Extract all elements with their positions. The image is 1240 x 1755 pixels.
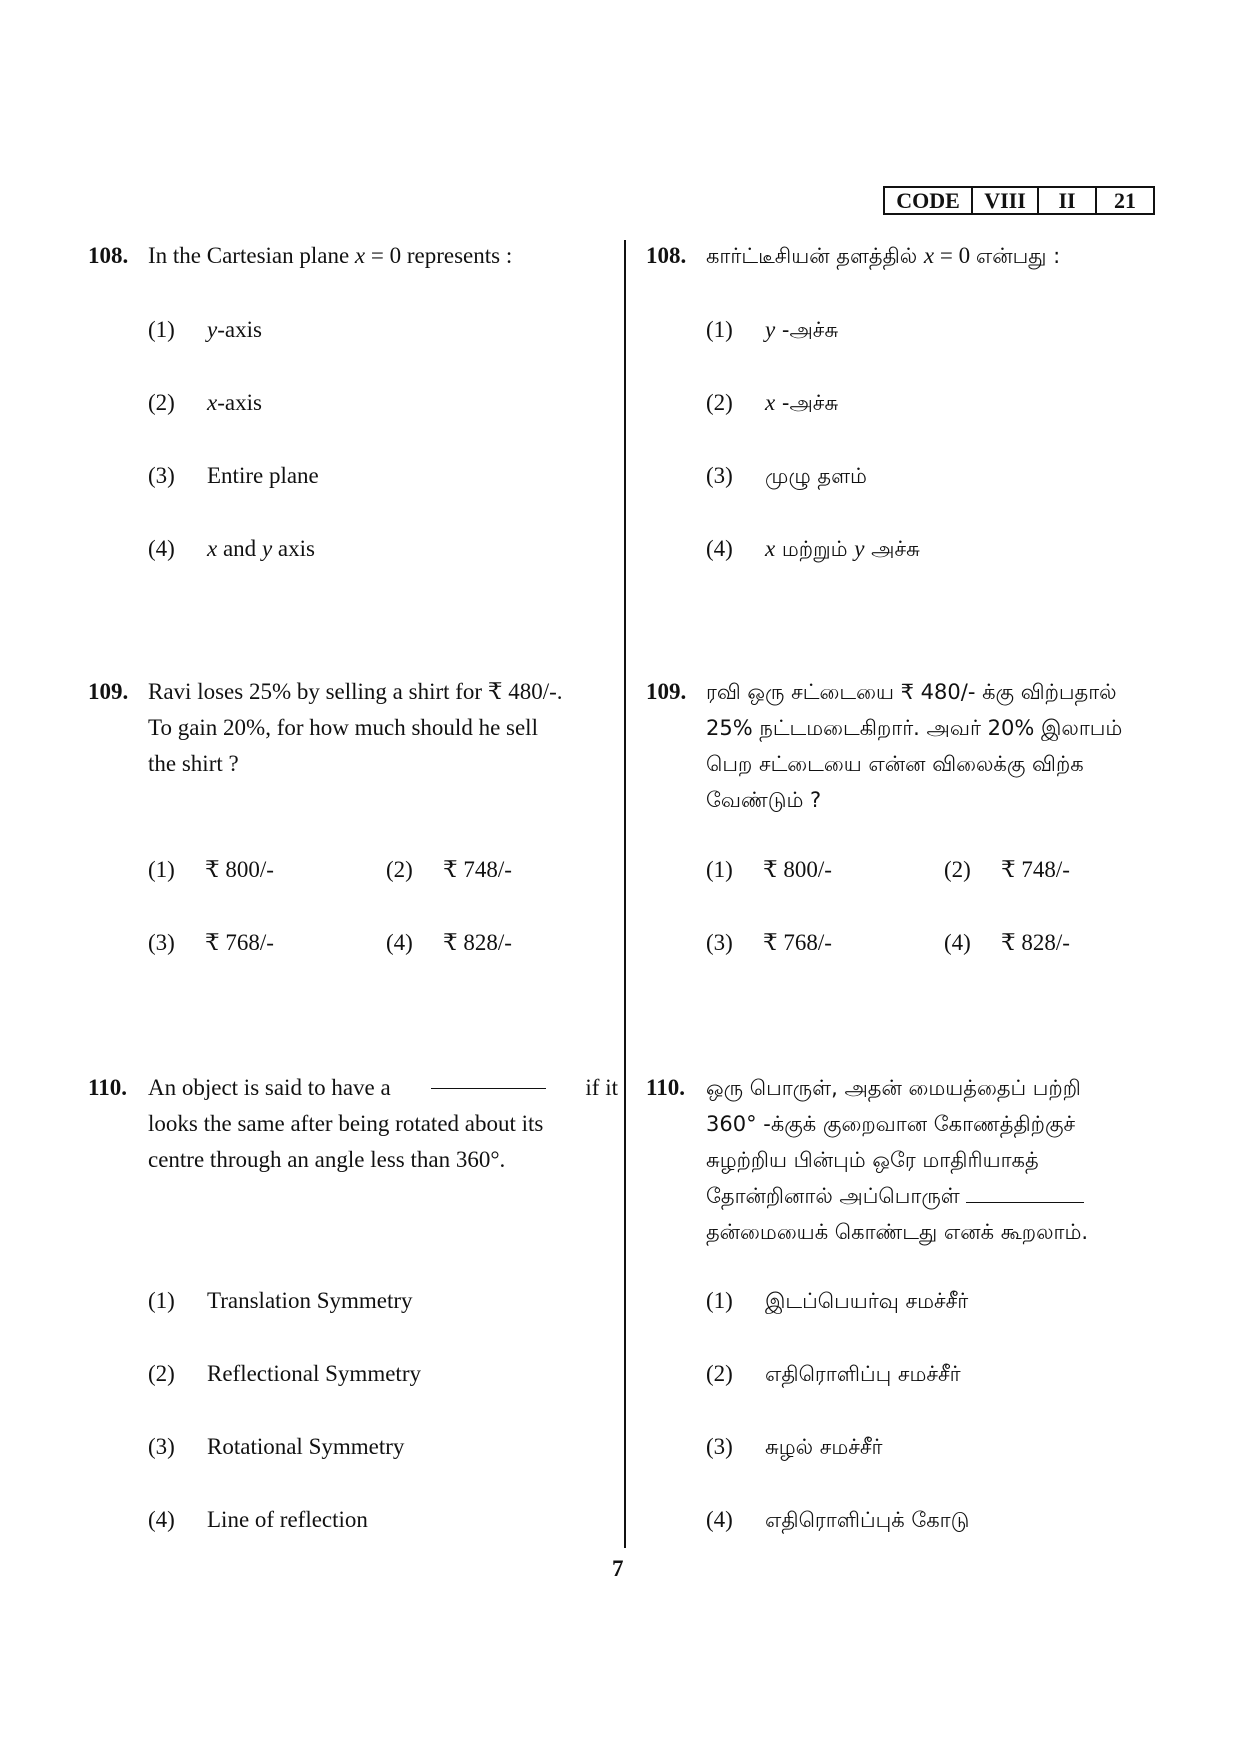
option-text: எதிரொளிப்புக் கோடு <box>765 1508 970 1532</box>
option-text-rest: -அச்சு <box>775 391 839 415</box>
question-109-ta <box>646 674 1166 824</box>
option-number: (2) <box>148 390 175 415</box>
question-text <box>706 238 1060 274</box>
option-number: (2) <box>386 857 413 882</box>
question-number: 110. <box>646 1075 685 1100</box>
option-text: ₹ 748/- <box>443 857 512 882</box>
question-line: the shirt ? <box>148 751 239 776</box>
code-number: 21 <box>1095 188 1153 213</box>
question-line: Ravi loses 25% by selling a shirt for ₹ 480/-. <box>148 679 563 704</box>
option-number: (3) <box>148 463 175 488</box>
question-109-en <box>88 674 618 784</box>
option-text: Entire plane <box>207 463 319 488</box>
option-text <box>207 312 262 348</box>
option-number: (4) <box>148 1507 175 1532</box>
option-var: x <box>765 536 776 561</box>
option-number: (1) <box>706 1288 733 1313</box>
question-line-1 <box>148 1070 618 1106</box>
question-text-post: = 0 represents : <box>365 243 513 268</box>
option-number: (1) <box>148 1288 175 1313</box>
question-line: ரவி ஒரு சட்டையை ₹ 480/- க்கு விற்பதால் <box>706 680 1117 704</box>
option-text: ₹ 768/- <box>205 930 274 955</box>
option-number: (2) <box>706 390 733 415</box>
option-number: (1) <box>148 317 175 342</box>
option-text: ₹ 800/- <box>763 857 832 882</box>
option-text <box>207 531 315 567</box>
question-text <box>148 674 618 782</box>
option-text: ₹ 748/- <box>1001 857 1070 882</box>
question-number: 109. <box>646 679 687 704</box>
question-line: centre through an angle less than 360°. <box>148 1147 506 1172</box>
question-text-pre: கார்ட்டீசியன் தளத்தில் <box>706 244 924 268</box>
option-number: (2) <box>148 1361 175 1386</box>
option-number: (4) <box>706 536 733 561</box>
answer-blank <box>966 1184 1084 1203</box>
question-text-eq: = 0 <box>934 243 976 268</box>
question-text <box>148 1070 618 1178</box>
option-text: முழு தளம் <box>765 464 867 488</box>
option-number: (3) <box>148 930 175 955</box>
question-text-post: if it <box>585 1075 618 1100</box>
option-text <box>207 385 262 421</box>
question-line: To gain 20%, for how much should he sell <box>148 715 538 740</box>
question-line: சுழற்றிய பின்பும் ஒரே மாதிரியாகத் <box>706 1148 1039 1172</box>
option-number: (4) <box>148 536 175 561</box>
option-text <box>765 312 838 348</box>
question-text-pre: An object is said to have a <box>148 1075 391 1100</box>
question-110-ta <box>646 1070 1166 1260</box>
option-var: y <box>207 317 218 342</box>
question-line: வேண்டும் ? <box>706 788 822 812</box>
question-line: 25% நட்டமடைகிறார். அவர் 20% இலாபம் <box>706 716 1123 740</box>
option-text-mid: and <box>217 536 262 561</box>
option-number: (3) <box>706 930 733 955</box>
question-line: பெற சட்டையை என்ன விலைக்கு விற்க <box>706 752 1084 776</box>
option-number: (3) <box>148 1434 175 1459</box>
option-text-rest: -axis <box>217 390 262 415</box>
question-var: x <box>923 243 935 268</box>
option-text: ₹ 828/- <box>1001 930 1070 955</box>
question-number: 108. <box>646 243 687 268</box>
question-text-pre: தோன்றினால் அப்பொருள் <box>706 1184 960 1208</box>
option-number: (3) <box>706 1434 733 1459</box>
question-line-4 <box>706 1178 1166 1214</box>
option-text-rest: -அச்சு <box>775 318 839 342</box>
question-110-en <box>88 1070 618 1180</box>
option-text: சுழல் சமச்சீர் <box>765 1435 883 1459</box>
option-text-rest: axis <box>272 536 315 561</box>
option-text: Rotational Symmetry <box>207 1434 405 1459</box>
question-number: 108. <box>88 243 129 268</box>
option-text-mid: மற்றும் <box>775 537 855 561</box>
answer-blank <box>431 1070 546 1089</box>
option-var: x <box>765 390 776 415</box>
option-text: Translation Symmetry <box>207 1288 413 1313</box>
option-number: (3) <box>706 463 733 488</box>
option-number: (1) <box>148 857 175 882</box>
question-line: ஒரு பொருள், அதன் மையத்தைப் பற்றி <box>706 1076 1081 1100</box>
option-text-rest: -axis <box>217 317 262 342</box>
option-number: (4) <box>706 1507 733 1532</box>
option-text: இடப்பெயர்வு சமச்சீர் <box>765 1289 969 1313</box>
option-var: y <box>765 317 776 342</box>
option-var: x <box>207 536 218 561</box>
option-text: Reflectional Symmetry <box>207 1361 421 1386</box>
option-text <box>765 385 838 421</box>
option-text: Line of reflection <box>207 1507 368 1532</box>
option-text <box>765 531 920 567</box>
option-number: (2) <box>944 857 971 882</box>
option-number: (2) <box>706 1361 733 1386</box>
option-text: ₹ 800/- <box>205 857 274 882</box>
code-class: VIII <box>971 188 1037 213</box>
option-var: y <box>854 536 865 561</box>
code-label: CODE <box>896 188 960 213</box>
page-number: 7 <box>612 1556 624 1581</box>
question-text <box>706 674 1166 818</box>
question-var: x <box>354 243 366 268</box>
question-line: 360° -க்குக் குறைவான கோணத்திற்குச் <box>706 1112 1076 1136</box>
option-var: y <box>261 536 273 561</box>
question-line: தன்மையைக் கொண்டது எனக் கூறலாம். <box>706 1220 1089 1244</box>
question-text <box>706 1070 1166 1250</box>
question-text <box>148 238 512 274</box>
question-number: 109. <box>88 679 129 704</box>
option-number: (4) <box>386 930 413 955</box>
question-line: looks the same after being rotated about its <box>148 1111 544 1136</box>
option-text: எதிரொளிப்பு சமச்சீர் <box>765 1362 961 1386</box>
question-text-pre: In the Cartesian plane <box>148 243 355 268</box>
code-paper: II <box>1037 188 1095 213</box>
option-text: ₹ 828/- <box>443 930 512 955</box>
option-number: (1) <box>706 857 733 882</box>
option-number: (4) <box>944 930 971 955</box>
code-box <box>883 186 1155 215</box>
question-text-post: என்பது : <box>975 244 1061 268</box>
option-text: ₹ 768/- <box>763 930 832 955</box>
option-text-rest: அச்சு <box>864 537 920 561</box>
column-divider <box>624 240 626 1548</box>
option-number: (1) <box>706 317 733 342</box>
option-var: x <box>207 390 218 415</box>
question-number: 110. <box>88 1075 127 1100</box>
